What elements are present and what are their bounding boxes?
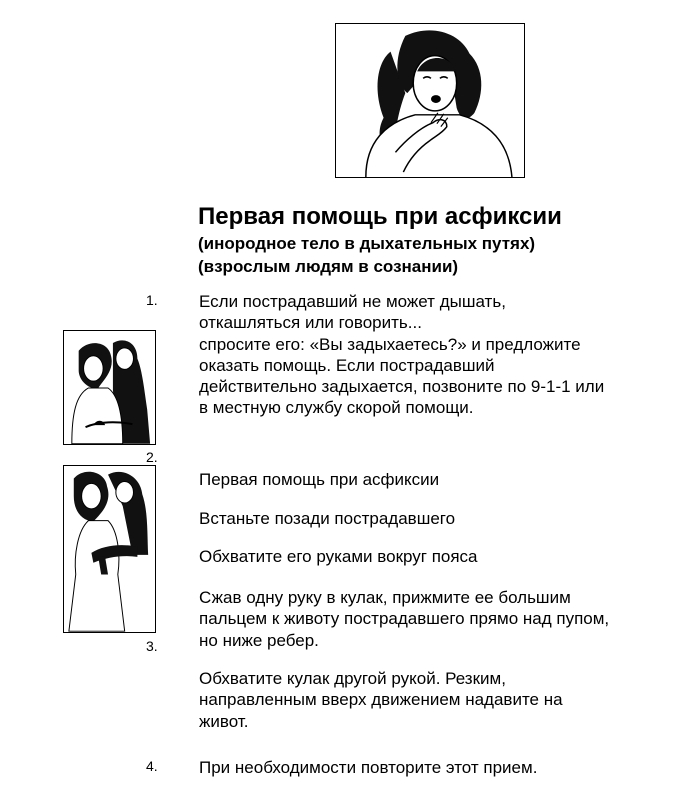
- abdominal-thrust-drawing: [64, 466, 155, 632]
- step-2-line: Первая помощь при асфиксии: [199, 470, 440, 489]
- step-5-line: Сжав одну руку в кулак, прижмите ее большим: [199, 588, 571, 607]
- step-2-instruction-stand: [199, 508, 669, 529]
- step-7-line: При необходимости повторите этот прием.: [199, 758, 538, 777]
- step-6-line: направленным вверх движением надавите на: [199, 690, 563, 710]
- step-2-title: [199, 469, 669, 490]
- step-1-line: действительно задыхается, позвоните по 9-1-1 или: [199, 377, 605, 397]
- step-1-text: [199, 291, 669, 419]
- page-subtitle-1: (инородное тело в дыхательных путях): [198, 234, 536, 253]
- step-3-instruction-fist: [199, 587, 669, 651]
- rescuer-behind-illustration: [63, 330, 156, 445]
- step-4-line: Обхватите его руками вокруг пояса: [199, 547, 478, 566]
- page-subtitle-2: (взрослым людям в сознании): [198, 257, 459, 276]
- step-1-line: в местную службу скорой помощи.: [199, 398, 474, 418]
- step-2-instruction-wrap: [199, 546, 669, 567]
- step-6-line: живот.: [199, 711, 249, 731]
- step-5-line: но ниже ребер.: [199, 630, 319, 650]
- choking-woman-drawing: [336, 24, 524, 177]
- abdominal-thrust-illustration: [63, 465, 156, 633]
- step-1-line: спросите его: «Вы задыхаетесь?» и предложите: [199, 334, 581, 354]
- woman-choking-illustration: [335, 23, 525, 178]
- step-number-4: 4.: [146, 758, 158, 774]
- step-3-instruction-thrust: [199, 668, 669, 732]
- rescuer-behind-drawing: [64, 331, 155, 444]
- step-1-line: оказать помощь. Если пострадавший: [199, 355, 495, 375]
- step-4-instruction-repeat: [199, 757, 669, 778]
- step-number-2: 2.: [146, 449, 158, 465]
- step-1-line: откашляться или говорить...: [199, 313, 422, 333]
- step-number-3: 3.: [146, 638, 158, 654]
- step-1-line: Если пострадавший не может дышать,: [199, 292, 506, 311]
- step-3-line: Встаньте позади пострадавшего: [199, 509, 456, 528]
- page-title: Первая помощь при асфиксии: [198, 203, 562, 230]
- step-number-1: 1.: [146, 292, 158, 308]
- step-5-line: пальцем к животу пострадавшего прямо над пупом,: [199, 609, 610, 629]
- step-6-line: Обхватите кулак другой рукой. Резким,: [199, 669, 506, 688]
